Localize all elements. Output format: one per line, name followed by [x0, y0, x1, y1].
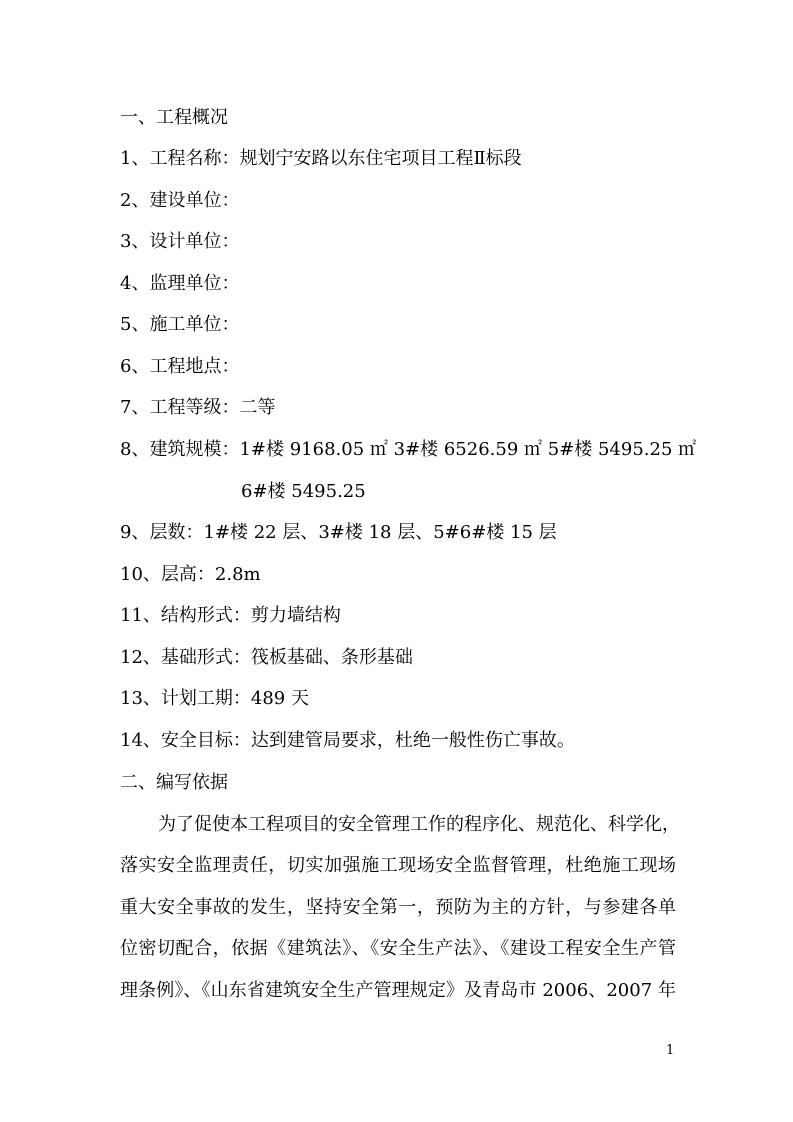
foundation-type-line: 12、基础形式：筏板基础、条形基础: [120, 647, 413, 668]
supervision-unit-line: 4、监理单位：: [120, 273, 240, 294]
design-unit-line: 3、设计单位：: [120, 231, 240, 252]
floor-height-line: 10、层高：2.8m: [120, 564, 261, 585]
structure-type-line: 11、结构形式：剪力墙结构: [120, 605, 341, 626]
section-1-heading: 一、工程概况: [120, 107, 228, 128]
paragraph-line: 位密切配合，依据《建筑法》、《安全生产法》、《建设工程安全生产管: [120, 938, 676, 959]
section-2-heading: 二、编写依据: [120, 772, 228, 793]
page-number: 1: [666, 1043, 675, 1058]
floors-line: 9、层数：1#楼 22 层、3#楼 18 层、5#6#楼 15 层: [120, 522, 557, 543]
paragraph-line: 落实安全监理责任，切实加强施工现场安全监督管理，杜绝施工现场: [120, 855, 676, 876]
paragraph-line: 为了促使本工程项目的安全管理工作的程序化、规范化、科学化，: [158, 814, 680, 835]
contractor-unit-line: 5、施工单位：: [120, 314, 240, 335]
building-scale-line: 8、建筑规模：1#楼 9168.05 ㎡ 3#楼 6526.59 ㎡ 5#楼 5495.25 ㎡: [120, 439, 697, 460]
building-scale-continuation: 6#楼 5495.25: [241, 481, 366, 502]
paragraph-line: 理条例》、《山东省建筑安全生产管理规定》及青岛市 2006、2007 年: [120, 980, 676, 1001]
paragraph-line: 重大安全事故的发生，坚持安全第一，预防为主的方针，与参建各单: [120, 897, 676, 918]
safety-target-line: 14、安全目标：达到建管局要求，杜绝一般性伤亡事故。: [120, 730, 575, 751]
project-location-line: 6、工程地点：: [120, 356, 240, 377]
construction-unit-line: 2、建设单位：: [120, 190, 240, 211]
project-grade-line: 7、工程等级：二等: [120, 397, 276, 418]
planned-duration-line: 13、计划工期：489 天: [120, 688, 309, 709]
project-name-line: 1、工程名称：规划宁安路以东住宅项目工程Ⅱ标段: [120, 148, 522, 169]
